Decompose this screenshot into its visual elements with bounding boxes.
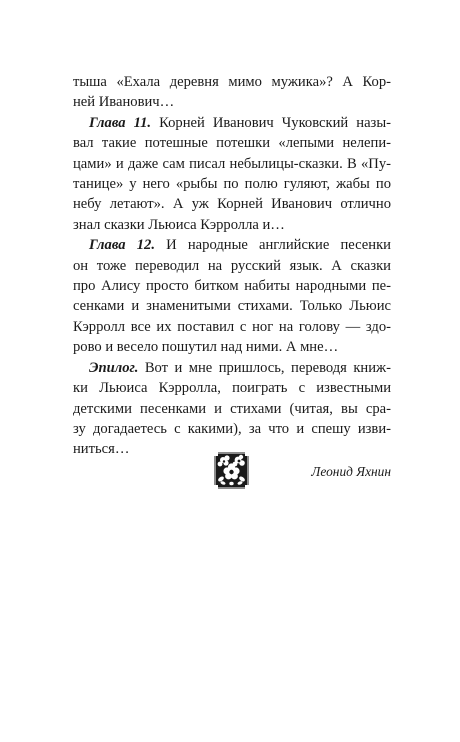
text-line: сенками и знаменитыми стихами. Только Льюис xyxy=(73,298,391,315)
text-line: вал такие потешные потешки «лепыми нелепи- xyxy=(73,135,391,152)
text-line: знал сказки Льюиса Кэрролла и… xyxy=(73,216,285,233)
text-line xyxy=(73,113,391,133)
chapter-heading: Глава 11. xyxy=(89,114,152,131)
paragraph-intro xyxy=(73,72,391,113)
text-fragment: Корней Иванович Чуковский назы- xyxy=(151,114,391,131)
text-line: рово и весело пошутил над ними. А мне… xyxy=(73,339,339,356)
text-fragment: Вот и мне пришлось, переводя книж- xyxy=(138,359,391,376)
chapter-heading: Глава 12. xyxy=(89,237,155,254)
text-line: ки Льюиса Кэрролла, поиграть с известными xyxy=(73,380,391,397)
text-line: цами» и даже сам писал небылицы-сказки. В «Пу- xyxy=(73,155,391,172)
paragraph-chapter-12 xyxy=(73,235,391,357)
text-line: он тоже переводил на русский язык. А сказки xyxy=(73,257,391,274)
text-line: танице» у него «рыбы по полю гуляют, жабы по xyxy=(73,176,391,193)
chapter-heading: Эпилог. xyxy=(89,359,139,376)
author-signature: Леонид Яхнин xyxy=(311,463,391,479)
text-line: про Алису просто битком набиты народными пе- xyxy=(73,278,391,295)
text-line: тыша «Ехала деревня мимо мужика»? А Кор- xyxy=(73,74,391,90)
page-text xyxy=(73,72,391,482)
text-line: Кэрролл все их поставил с ног на голову — здо- xyxy=(73,318,391,335)
text-fragment: И народные английские песенки xyxy=(154,237,391,254)
paragraph-epilogue xyxy=(73,358,391,460)
text-line xyxy=(73,235,391,255)
flower-ornament-icon xyxy=(214,452,249,489)
text-line: небу летают». А уж Корней Иванович отлично xyxy=(73,196,391,213)
text-line: ниться… xyxy=(73,441,130,458)
text-line: детскими песенками и стихами (читая, вы сра- xyxy=(73,400,391,417)
text-line: зу догадаетесь с какими), за что и спешу изви- xyxy=(73,420,391,437)
text-line: ней Иванович… xyxy=(73,94,175,111)
paragraph-chapter-11 xyxy=(73,113,391,235)
text-line xyxy=(73,358,391,378)
